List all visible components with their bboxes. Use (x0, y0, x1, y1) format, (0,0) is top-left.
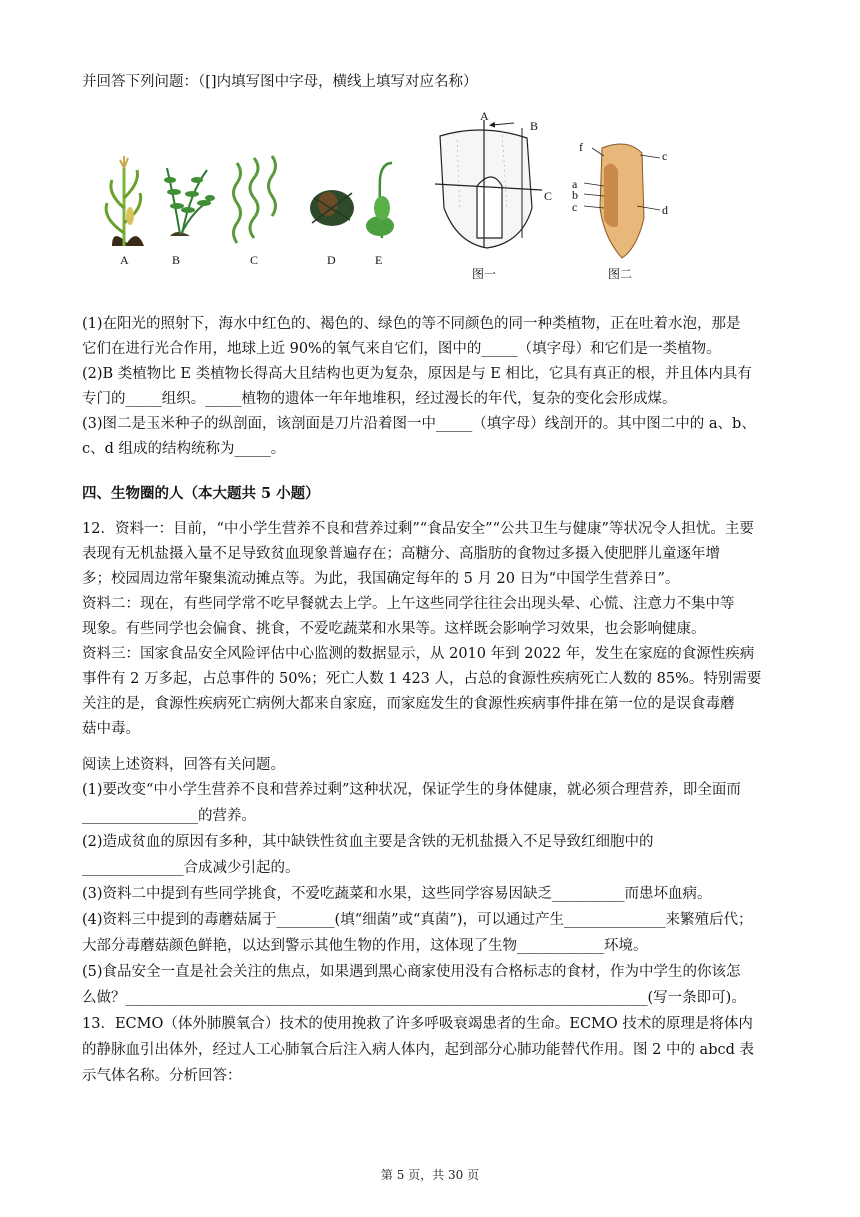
q11-line: (1)在阳光的照射下，海水中红色的、褐色的、绿色的等不同颜色的同一种类植物，正在吐着水泡，那是 (82, 316, 741, 332)
q13-line: 13．ECMO（体外肺膜氧合）技术的使用挽救了许多呼吸衰竭患者的生命。ECMO 技术的原理是将体内 (82, 1016, 753, 1032)
fig1-label-a: A (480, 109, 489, 123)
q12-line: 大部分毒蘑菇颜色鲜艳，以达到警示其他生物的作用，这体现了生物____________环境。 (82, 938, 648, 954)
fig1-corn-seed (435, 120, 542, 248)
q12-line: (5)食品安全一直是社会关注的焦点，如果遇到黑心商家使用没有合格标志的食材，作为中学生的你该怎 (82, 964, 741, 980)
plant-label-d: D (327, 253, 336, 267)
section-title: 四、生物圈的人（本大题共 5 小题） (82, 485, 320, 502)
q12-line: 资料二：现在，有些同学常不吃早餐就去上学。上午这些同学往往会出现头晕、心慌、注意力不集中等 (82, 596, 735, 612)
q12-line: 资料三：国家食品安全风险评估中心监测的数据显示，从 2010 年到 2022 年，发生在家庭的食源性疾病 (82, 646, 755, 662)
q12-line: 菇中毒。 (82, 721, 140, 737)
fig2-seed-section (584, 144, 660, 258)
q12-line: 关注的是，食源性疾病死亡病例大都来自家庭，而家庭发生的食源性疾病事件排在第一位的是误食毒蘑 (82, 696, 735, 712)
q11-line: 专门的_____组织。_____植物的遗体一年年地堆积，经过漫长的年代，复杂的变化会形成煤。 (82, 391, 677, 407)
plant-label-e: E (375, 253, 383, 267)
plant-labels (120, 253, 382, 267)
fig1-label-c: C (544, 189, 553, 203)
q11-line: c、d 组成的结构统称为_____。 (82, 441, 286, 457)
q11-line: (3)图二是玉米种子的纵剖面，该剖面是刀片沿着图一中_____（填字母）线剖开的。其中图二中的 a、b、 (82, 416, 756, 432)
plant-e-image (366, 163, 394, 238)
fig2-label-f: f (579, 140, 583, 154)
q11-line: 它们在进行光合作用，地球上近 90%的氧气来自它们，图中的_____（填字母）和它们是一类植物。 (82, 341, 721, 357)
q12-line: 表现有无机盐摄入量不足导致贫血现象普遍存在；高糖分、高脂肪的食物过多摄入使肥胖儿童逐年增 (82, 546, 720, 562)
plant-d-image (310, 190, 354, 226)
fig2-label-b: b (572, 188, 578, 202)
plant-figure (82, 108, 782, 288)
fig1-caption: 图一 (472, 267, 497, 281)
q12-line: (4)资料三中提到的毒蘑菇属于________(填“细菌”或“真菌”)，可以通过产生______________来繁殖后代； (82, 912, 753, 928)
q12-line: ______________合成减少引起的。 (82, 860, 300, 876)
q12-line: 么做？________________________________________________________________________(写一条即可)。 (82, 990, 746, 1006)
q12-line: 多；校园周边常年聚集流动摊点等。为此，我国确定每年的 5 月 20 日为“中国学生营养日”。 (82, 571, 680, 587)
q12-line: 现象。有些同学也会偏食、挑食，不爱吃蔬菜和水果等。这样既会影响学习效果，也会影响健康。 (82, 621, 706, 637)
q11-line: (2)B 类植物比 E 类植物长得高大且结构也更为复杂，原因是与 E 相比，它具有真正的根，并且体内具有 (82, 366, 752, 382)
q13-line: 示气体名称。分析回答： (82, 1068, 242, 1084)
q12-line: (2)造成贫血的原因有多种，其中缺铁性贫血主要是含铁的无机盐摄入不足导致红细胞中的 (82, 834, 654, 850)
intro-text: 并回答下列问题：（[]内填写图中字母，横线上填写对应名称） (82, 74, 478, 90)
fig2-label-c-top: c (662, 149, 668, 163)
q12-line: 12．资料一：目前，“中小学生营养不良和营养过剩”“食品安全”“公共卫生与健康”等状况令人担忧。主要 (82, 521, 754, 537)
plant-label-b: B (172, 253, 181, 267)
q12-line: (1)要改变“中小学生营养不良和营养过剩”这种状况，保证学生的身体健康，就必须合理营养，即全面而 (82, 782, 741, 798)
fig2-caption: 图二 (608, 267, 633, 281)
page-footer: 第 5 页，共 30 页 (380, 1168, 480, 1182)
plant-a-image (106, 156, 144, 246)
plant-b-image (164, 168, 215, 236)
q12-line: 事件有 2 万多起，占总事件的 50%；死亡人数 1 423 人，占总的食源性疾病死亡人数的 85%。特别需要 (82, 671, 762, 687)
plant-label-a: A (120, 253, 129, 267)
fig1-label-b: B (530, 119, 539, 133)
q12-line: 阅读上述资料，回答有关问题。 (82, 757, 285, 773)
q12-line: ________________的营养。 (82, 808, 256, 824)
fig2-label-c-bottom: c (572, 200, 578, 214)
fig2-label-a: a (572, 177, 578, 191)
q12-line: (3)资料二中提到有些同学挑食，不爱吃蔬菜和水果，这些同学容易因缺乏__________而患坏血病。 (82, 886, 712, 902)
plant-label-c: C (250, 253, 259, 267)
fig2-label-d: d (662, 203, 668, 217)
q13-line: 的静脉血引出体外，经过人工心肺氧合后注入病人体内，起到部分心肺功能替代作用。图 2 中的 abcd 表 (82, 1042, 754, 1058)
plant-c-image (234, 156, 276, 243)
